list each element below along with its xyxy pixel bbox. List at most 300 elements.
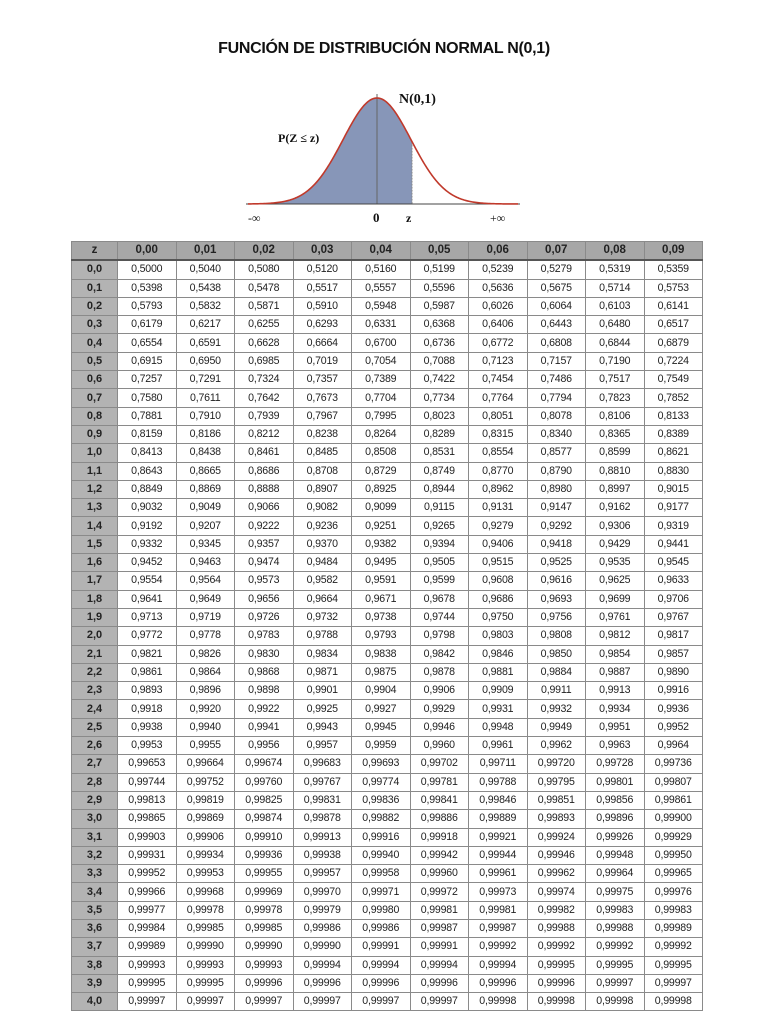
row-header: 1,2 [72,480,118,498]
table-cell: 0,99856 [586,791,645,809]
table-cell: 0,7224 [644,352,703,370]
column-header: 0,00 [118,242,177,261]
table-cell: 0,99993 [118,956,177,974]
table-cell: 0,9955 [176,737,235,755]
table-cell: 0,99997 [644,974,703,992]
table-cell: 0,9838 [352,645,411,663]
table-cell: 0,99960 [410,865,469,883]
table-cell: 0,6406 [469,316,528,334]
table-cell: 0,99831 [293,791,352,809]
table-cell: 0,99788 [469,773,528,791]
table-cell: 0,9251 [352,517,411,535]
table-cell: 0,6064 [527,297,586,315]
table-cell: 0,5120 [293,260,352,279]
row-header: 1,6 [72,554,118,572]
table-cell: 0,9778 [176,627,235,645]
table-cell: 0,8078 [527,407,586,425]
axis-zero-label: 0 [373,210,380,225]
table-cell: 0,99950 [644,846,703,864]
table-cell: 0,8980 [527,480,586,498]
table-cell: 0,99955 [235,865,294,883]
table-cell: 0,99889 [469,810,528,828]
area-label: P(Z ≤ z) [278,131,320,145]
row-header: 0,9 [72,425,118,443]
table-cell: 0,8159 [118,425,177,443]
page-title: FUNCIÓN DE DISTRIBUCIÓN NORMAL N(0,1) [218,40,550,57]
table-cell: 0,99985 [176,919,235,937]
row-header: 3,2 [72,846,118,864]
table-cell: 0,9962 [527,737,586,755]
table-cell: 0,6628 [235,334,294,352]
table-cell: 0,8051 [469,407,528,425]
table-cell: 0,7673 [293,389,352,407]
table-cell: 0,9484 [293,554,352,572]
table-cell: 0,99711 [469,755,528,773]
table-cell: 0,7291 [176,371,235,389]
table-cell: 0,9066 [235,499,294,517]
table-cell: 0,5714 [586,279,645,297]
table-cell: 0,6103 [586,297,645,315]
table-cell: 0,99997 [176,993,235,1011]
table-cell: 0,8106 [586,407,645,425]
table-cell: 0,99664 [176,755,235,773]
table-row [72,279,703,297]
table-cell: 0,99995 [176,974,235,992]
table-cell: 0,7190 [586,352,645,370]
row-header: 0,4 [72,334,118,352]
table-cell: 0,99953 [176,865,235,883]
table-cell: 0,99674 [235,755,294,773]
table-cell: 0,9699 [586,590,645,608]
row-header: 2,8 [72,773,118,791]
table-row [72,974,703,992]
row-header: 0,3 [72,316,118,334]
table-cell: 0,99944 [469,846,528,864]
table-cell: 0,8790 [527,462,586,480]
table-cell: 0,99990 [293,938,352,956]
row-header: 3,4 [72,883,118,901]
table-cell: 0,9830 [235,645,294,663]
table-cell: 0,9463 [176,554,235,572]
table-cell: 0,99865 [118,810,177,828]
table-cell: 0,8770 [469,462,528,480]
row-header: 2,4 [72,700,118,718]
row-header: 0,8 [72,407,118,425]
table-cell: 0,99931 [118,846,177,864]
table-cell: 0,9649 [176,590,235,608]
table-cell: 0,5557 [352,279,411,297]
table-cell: 0,9756 [527,608,586,626]
table-cell: 0,6591 [176,334,235,352]
table-cell: 0,99846 [469,791,528,809]
table-cell: 0,99985 [235,919,294,937]
table-cell: 0,99861 [644,791,703,809]
table-row [72,480,703,498]
table-cell: 0,7324 [235,371,294,389]
table-cell: 0,5199 [410,260,469,279]
table-cell: 0,99938 [293,846,352,864]
table-cell: 0,99936 [235,846,294,864]
table-cell: 0,6331 [352,316,411,334]
table-row [72,389,703,407]
table-cell: 0,5160 [352,260,411,279]
table-cell: 0,6554 [118,334,177,352]
table-cell: 0,99744 [118,773,177,791]
table-cell: 0,99996 [235,974,294,992]
column-header: 0,01 [176,242,235,261]
table-cell: 0,7123 [469,352,528,370]
table-cell: 0,9963 [586,737,645,755]
table-cell: 0,99807 [644,773,703,791]
table-cell: 0,6255 [235,316,294,334]
table-cell: 0,9846 [469,645,528,663]
table-cell: 0,9726 [235,608,294,626]
table-cell: 0,5948 [352,297,411,315]
table-cell: 0,8186 [176,425,235,443]
table-cell: 0,8413 [118,444,177,462]
table-cell: 0,99980 [352,901,411,919]
table-cell: 0,5080 [235,260,294,279]
column-header: 0,04 [352,242,411,261]
table-cell: 0,9162 [586,499,645,517]
table-row [72,883,703,901]
table-cell: 0,8869 [176,480,235,498]
table-cell: 0,7422 [410,371,469,389]
table-cell: 0,8708 [293,462,352,480]
table-cell: 0,5596 [410,279,469,297]
table-cell: 0,9936 [644,700,703,718]
table-row [72,627,703,645]
table-cell: 0,99720 [527,755,586,773]
table-row [72,773,703,791]
table-cell: 0,9429 [586,535,645,553]
table-cell: 0,9964 [644,737,703,755]
row-header: 3,1 [72,828,118,846]
table-cell: 0,99886 [410,810,469,828]
table-cell: 0,99993 [235,956,294,974]
row-header: 1,5 [72,535,118,553]
table-cell: 0,9783 [235,627,294,645]
table-cell: 0,9713 [118,608,177,626]
table-cell: 0,99993 [176,956,235,974]
table-cell: 0,99975 [586,883,645,901]
table-cell: 0,9719 [176,608,235,626]
row-header: 1,4 [72,517,118,535]
table-cell: 0,8238 [293,425,352,443]
table-cell: 0,8830 [644,462,703,480]
table-cell: 0,9842 [410,645,469,663]
table-cell: 0,99973 [469,883,528,901]
table-row [72,425,703,443]
table-cell: 0,9959 [352,737,411,755]
table-row [72,462,703,480]
table-row [72,554,703,572]
table-cell: 0,99992 [469,938,528,956]
table-cell: 0,7486 [527,371,586,389]
table-cell: 0,9901 [293,682,352,700]
table-cell: 0,99998 [469,993,528,1011]
table-cell: 0,99893 [527,810,586,828]
table-cell: 0,9115 [410,499,469,517]
row-header: 4,0 [72,993,118,1011]
table-cell: 0,7549 [644,371,703,389]
table-cell: 0,9871 [293,663,352,681]
table-cell: 0,99913 [293,828,352,846]
table-cell: 0,9656 [235,590,294,608]
table-cell: 0,9808 [527,627,586,645]
row-header: 2,6 [72,737,118,755]
curve-label: N(0,1) [399,92,436,107]
table-cell: 0,9817 [644,627,703,645]
table-cell: 0,9236 [293,517,352,535]
table-row [72,700,703,718]
table-cell: 0,99882 [352,810,411,828]
table-cell: 0,9345 [176,535,235,553]
row-header: 3,9 [72,974,118,992]
table-cell: 0,9554 [118,572,177,590]
table-cell: 0,8962 [469,480,528,498]
table-cell: 0,8485 [293,444,352,462]
table-cell: 0,8729 [352,462,411,480]
table-cell: 0,99992 [527,938,586,956]
table-cell: 0,9406 [469,535,528,553]
table-cell: 0,8643 [118,462,177,480]
table-cell: 0,99979 [293,901,352,919]
table-cell: 0,9357 [235,535,294,553]
table-cell: 0,9382 [352,535,411,553]
table-cell: 0,8264 [352,425,411,443]
table-cell: 0,9599 [410,572,469,590]
table-cell: 0,99921 [469,828,528,846]
table-cell: 0,9370 [293,535,352,553]
table-cell: 0,8907 [293,480,352,498]
table-cell: 0,99965 [644,865,703,883]
table-cell: 0,99998 [586,993,645,1011]
table-row [72,737,703,755]
row-header: 2,1 [72,645,118,663]
axis-left-label: -∞ [248,211,261,225]
table-cell: 0,8389 [644,425,703,443]
table-cell: 0,9049 [176,499,235,517]
table-cell: 0,9803 [469,627,528,645]
table-cell: 0,6808 [527,334,586,352]
table-row [72,608,703,626]
table-cell: 0,99819 [176,791,235,809]
table-cell: 0,99996 [293,974,352,992]
table-cell: 0,99995 [586,956,645,974]
table-cell: 0,99997 [410,993,469,1011]
table-cell: 0,99994 [352,956,411,974]
table-cell: 0,8888 [235,480,294,498]
row-header: 3,7 [72,938,118,956]
table-cell: 0,7823 [586,389,645,407]
table-cell: 0,99940 [352,846,411,864]
table-cell: 0,9920 [176,700,235,718]
table-cell: 0,9207 [176,517,235,535]
probability-area [248,98,412,204]
table-cell: 0,99851 [527,791,586,809]
table-cell: 0,7054 [352,352,411,370]
table-cell: 0,99841 [410,791,469,809]
table-cell: 0,9678 [410,590,469,608]
table-row [72,919,703,937]
row-header: 2,7 [72,755,118,773]
table-cell: 0,99916 [352,828,411,846]
table-cell: 0,8997 [586,480,645,498]
table-cell: 0,99825 [235,791,294,809]
table-cell: 0,9015 [644,480,703,498]
column-header: 0,06 [469,242,528,261]
table-cell: 0,9956 [235,737,294,755]
table-cell: 0,99984 [118,919,177,937]
table-cell: 0,8810 [586,462,645,480]
table-cell: 0,99910 [235,828,294,846]
table-cell: 0,9177 [644,499,703,517]
table-cell: 0,7611 [176,389,235,407]
table-cell: 0,99946 [527,846,586,864]
table-cell: 0,9131 [469,499,528,517]
table-cell: 0,99994 [293,956,352,974]
table-cell: 0,8665 [176,462,235,480]
table-cell: 0,99992 [586,938,645,956]
table-cell: 0,8749 [410,462,469,480]
table-cell: 0,99995 [644,956,703,974]
table-cell: 0,7734 [410,389,469,407]
table-cell: 0,5753 [644,279,703,297]
table-cell: 0,9591 [352,572,411,590]
table-cell: 0,5000 [118,260,177,279]
table-cell: 0,99981 [469,901,528,919]
table-cell: 0,5987 [410,297,469,315]
table-row [72,352,703,370]
table-cell: 0,99767 [293,773,352,791]
table-cell: 0,99968 [176,883,235,901]
table-cell: 0,9767 [644,608,703,626]
table-cell: 0,99990 [235,938,294,956]
table-cell: 0,9896 [176,682,235,700]
table-cell: 0,8925 [352,480,411,498]
table-cell: 0,5832 [176,297,235,315]
table-cell: 0,99869 [176,810,235,828]
table-cell: 0,99987 [469,919,528,937]
axis-z-label: z [406,211,412,225]
table-cell: 0,9911 [527,682,586,700]
table-row [72,791,703,809]
table-cell: 0,9641 [118,590,177,608]
table-cell: 0,9834 [293,645,352,663]
table-cell: 0,9545 [644,554,703,572]
table-cell: 0,5438 [176,279,235,297]
column-header: 0,09 [644,242,703,261]
table-cell: 0,9706 [644,590,703,608]
row-header: 1,7 [72,572,118,590]
table-cell: 0,5319 [586,260,645,279]
table-cell: 0,9826 [176,645,235,663]
table-cell: 0,7157 [527,352,586,370]
table-cell: 0,99795 [527,773,586,791]
table-cell: 0,99929 [644,828,703,846]
column-header: 0,08 [586,242,645,261]
row-header: 3,8 [72,956,118,974]
table-cell: 0,9452 [118,554,177,572]
table-cell: 0,99774 [352,773,411,791]
table-cell: 0,99996 [410,974,469,992]
table-cell: 0,99969 [235,883,294,901]
table-cell: 0,9306 [586,517,645,535]
table-cell: 0,9918 [118,700,177,718]
table-cell: 0,99900 [644,810,703,828]
table-cell: 0,99995 [527,956,586,974]
table-cell: 0,8577 [527,444,586,462]
table-cell: 0,6368 [410,316,469,334]
table-cell: 0,7019 [293,352,352,370]
table-row [72,444,703,462]
table-cell: 0,99983 [586,901,645,919]
table-cell: 0,6141 [644,297,703,315]
table-cell: 0,9582 [293,572,352,590]
table-cell: 0,99896 [586,810,645,828]
table-cell: 0,9394 [410,535,469,553]
table-cell: 0,99983 [644,901,703,919]
table-cell: 0,9495 [352,554,411,572]
table-cell: 0,6700 [352,334,411,352]
table-cell: 0,9864 [176,663,235,681]
table-cell: 0,99971 [352,883,411,901]
table-cell: 0,9573 [235,572,294,590]
table-row [72,316,703,334]
table-row [72,517,703,535]
table-cell: 0,8621 [644,444,703,462]
table-cell: 0,99934 [176,846,235,864]
normal-distribution-table [71,241,703,1011]
table-cell: 0,9931 [469,700,528,718]
row-header: 1,0 [72,444,118,462]
table-cell: 0,9904 [352,682,411,700]
table-cell: 0,8340 [527,425,586,443]
table-cell: 0,9868 [235,663,294,681]
row-header: 0,2 [72,297,118,315]
row-header: 1,8 [72,590,118,608]
table-cell: 0,9686 [469,590,528,608]
table-cell: 0,99836 [352,791,411,809]
table-cell: 0,7517 [586,371,645,389]
table-cell: 0,9750 [469,608,528,626]
table-cell: 0,6293 [293,316,352,334]
table-cell: 0,99988 [586,919,645,937]
row-header: 0,0 [72,260,118,279]
table-cell: 0,99801 [586,773,645,791]
table-cell: 0,6736 [410,334,469,352]
table-cell: 0,6517 [644,316,703,334]
table-cell: 0,99878 [293,810,352,828]
table-cell: 0,9850 [527,645,586,663]
table-cell: 0,99997 [586,974,645,992]
corner-header: z [72,242,118,261]
table-cell: 0,99962 [527,865,586,883]
row-header: 3,5 [72,901,118,919]
table-cell: 0,99813 [118,791,177,809]
table-cell: 0,9927 [352,700,411,718]
table-cell: 0,9147 [527,499,586,517]
table-cell: 0,9922 [235,700,294,718]
table-cell: 0,9099 [352,499,411,517]
table-cell: 0,9857 [644,645,703,663]
table-cell: 0,99952 [118,865,177,883]
table-row [72,590,703,608]
table-cell: 0,99948 [586,846,645,864]
table-cell: 0,9934 [586,700,645,718]
table-cell: 0,9222 [235,517,294,535]
